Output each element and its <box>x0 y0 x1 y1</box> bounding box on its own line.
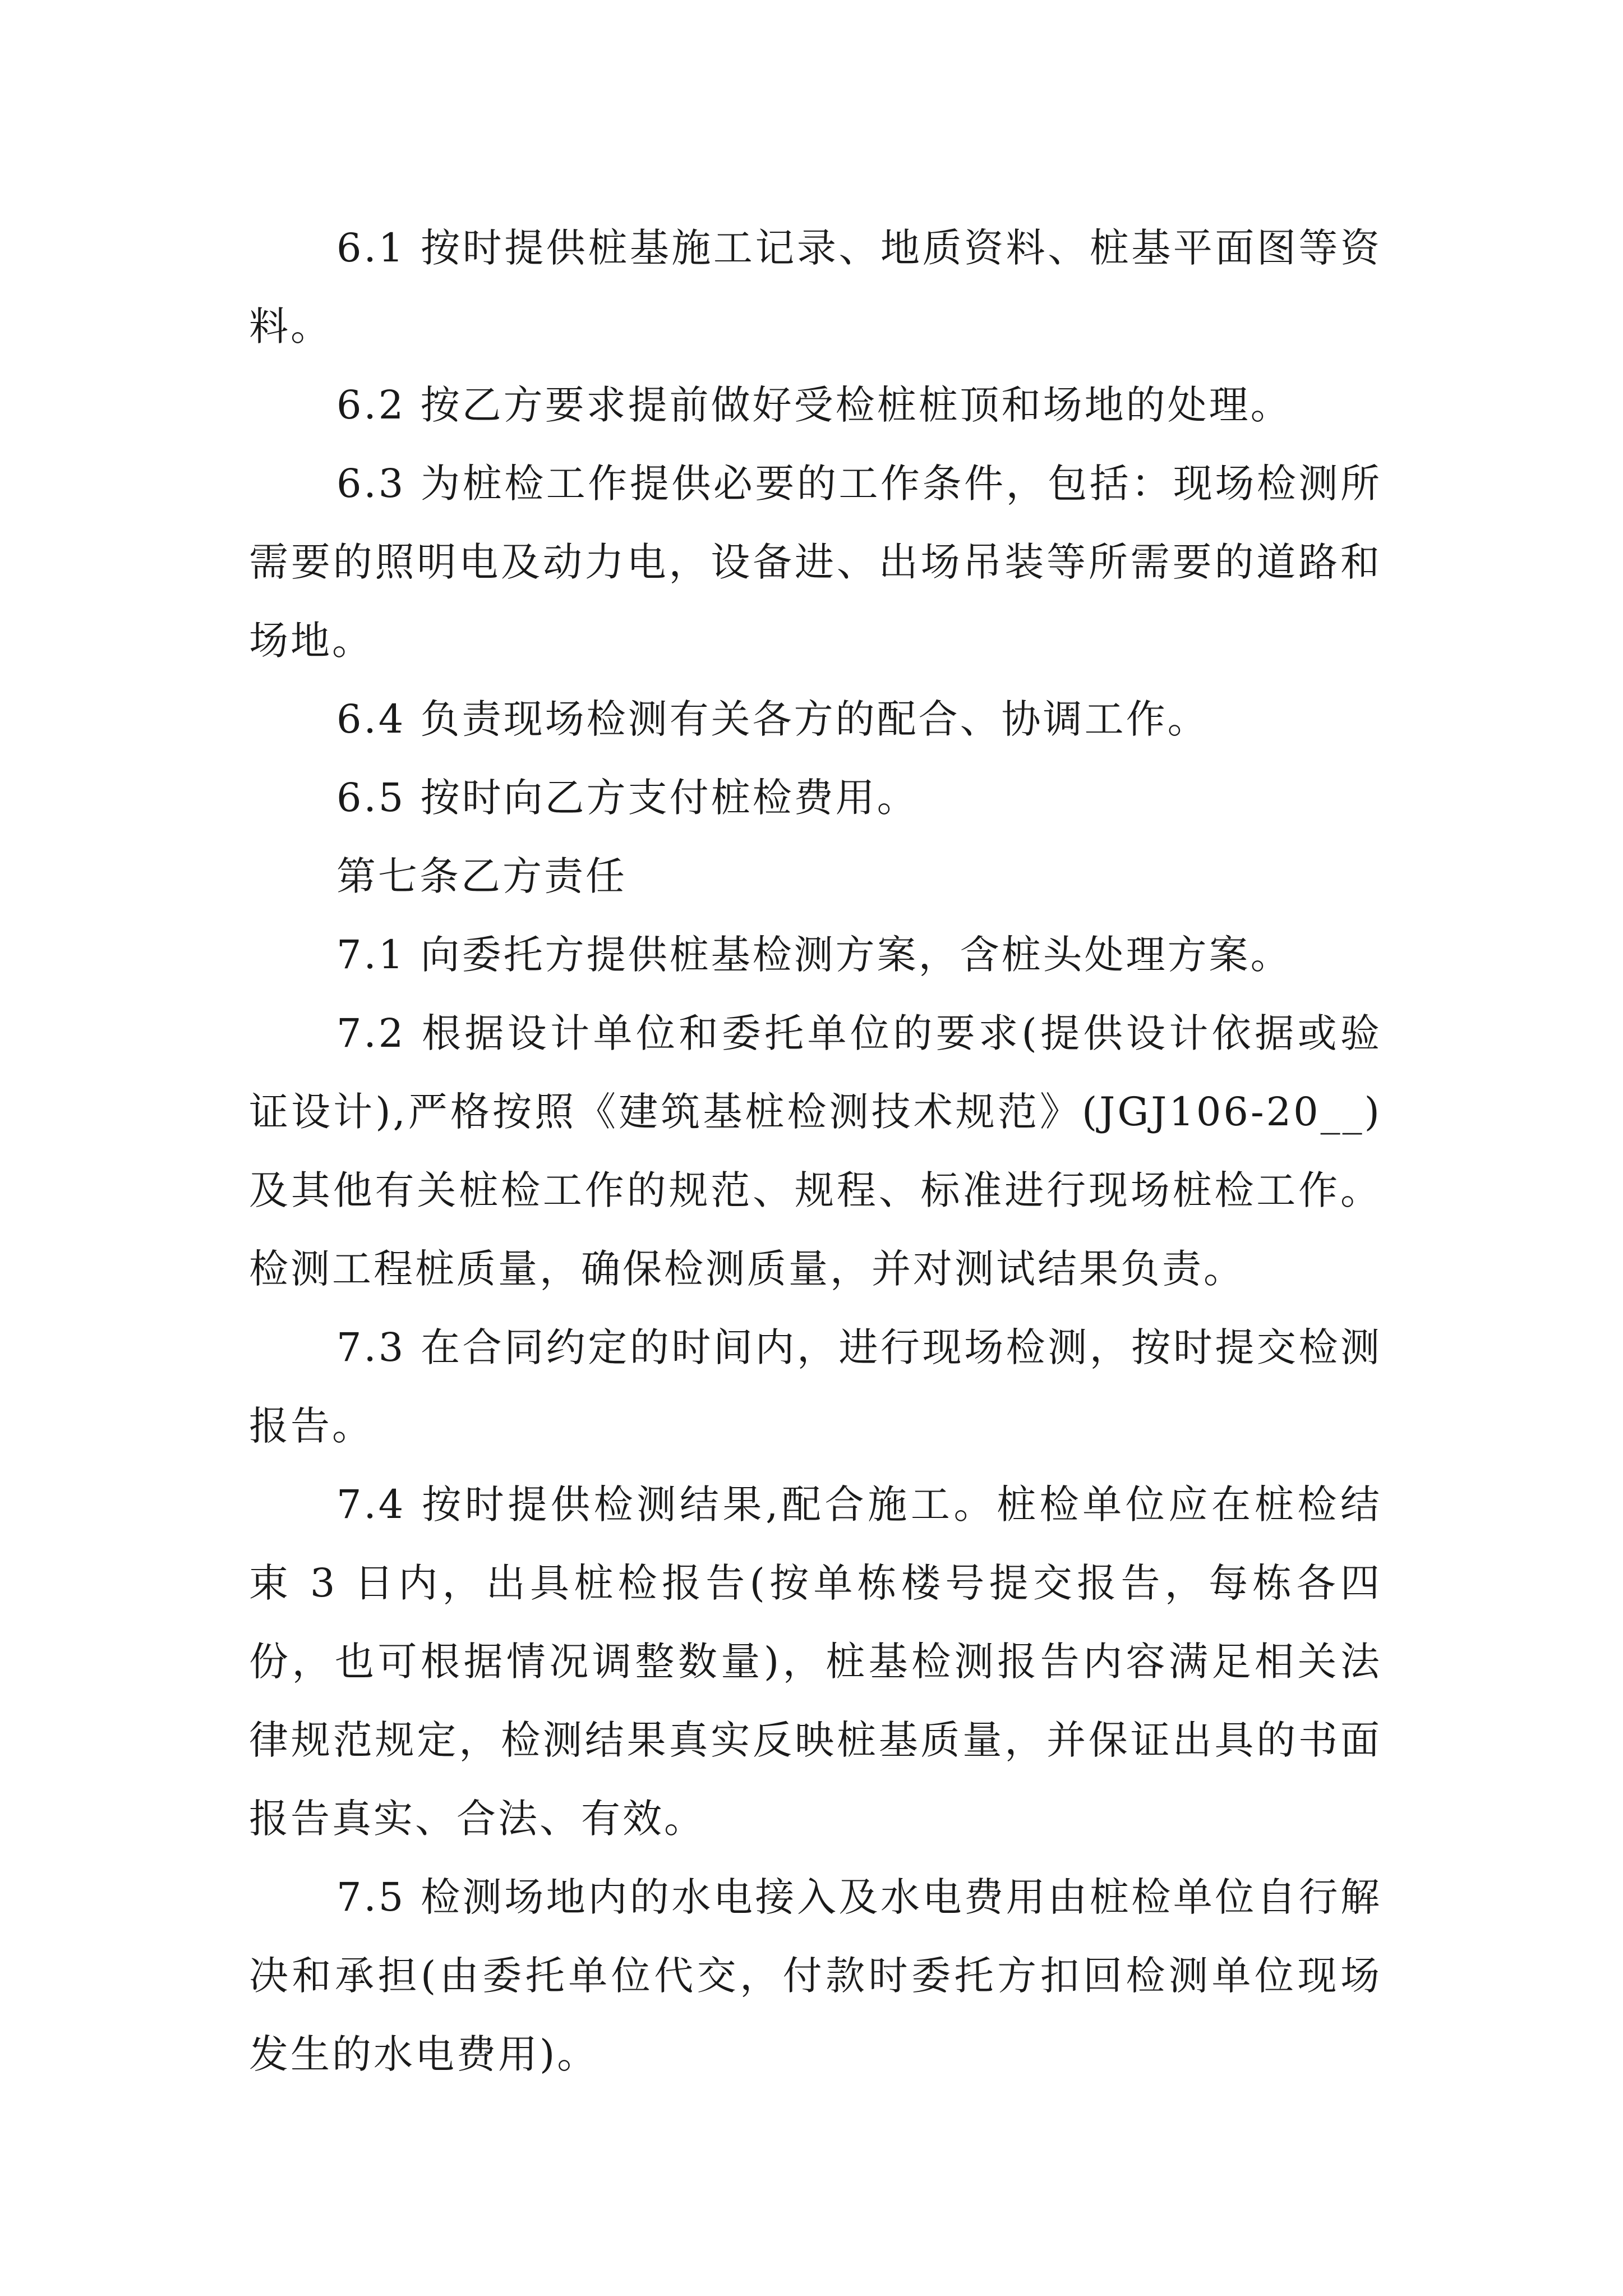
paragraph-6-2: 6.2 按乙方要求提前做好受检桩桩顶和场地的处理。 <box>336 382 1292 428</box>
paragraph-6-5: 6.5 按时向乙方支付桩检费用。 <box>336 775 919 821</box>
paragraph-7-1: 7.1 向委托方提供桩基检测方案，含桩头处理方案。 <box>336 932 1292 978</box>
section-heading-article-7: 第七条乙方责任 <box>336 853 627 899</box>
paragraph-7-4: 7.4 按时提供检测结果,配合施工。桩检单位应在桩检结束 3 日内，出具桩检报告(按单栋楼号提交报告，每栋各四份，也可根据情况调整数量)，桩基检测报告内容满足相关法律规范规定，检测结果真实反映桩基质量，并保证出具的书面报告真实、合法、有效。 <box>249 1481 1382 1842</box>
document-page <box>249 209 1382 2093</box>
paragraph-6-4: 6.4 负责现场检测有关各方的配合、协调工作。 <box>336 696 1209 742</box>
paragraph-6-1: 6.1 按时提供桩基施工记录、地质资料、桩基平面图等资料。 <box>249 225 1382 349</box>
paragraph-7-3: 7.3 在合同约定的时间内，进行现场检测，按时提交检测报告。 <box>249 1324 1382 1449</box>
paragraph-7-5: 7.5 检测场地内的水电接入及水电费用由桩检单位自行解决和承担(由委托单位代交，付款时委托方扣回检测单位现场发生的水电费用)。 <box>249 1874 1382 2077</box>
paragraph-7-2: 7.2 根据设计单位和委托单位的要求(提供设计依据或验证设计),严格按照《建筑基桩检测技术规范》(JGJ106-20__)及其他有关桩检工作的规范、规程、标准进行现场桩检工作。检测工程桩质量，确保检测质量，并对测试结果负责。 <box>249 1010 1382 1292</box>
paragraph-6-3: 6.3 为桩检工作提供必要的工作条件，包括：现场检测所需要的照明电及动力电，设备进、出场吊装等所需要的道路和场地。 <box>249 461 1382 664</box>
